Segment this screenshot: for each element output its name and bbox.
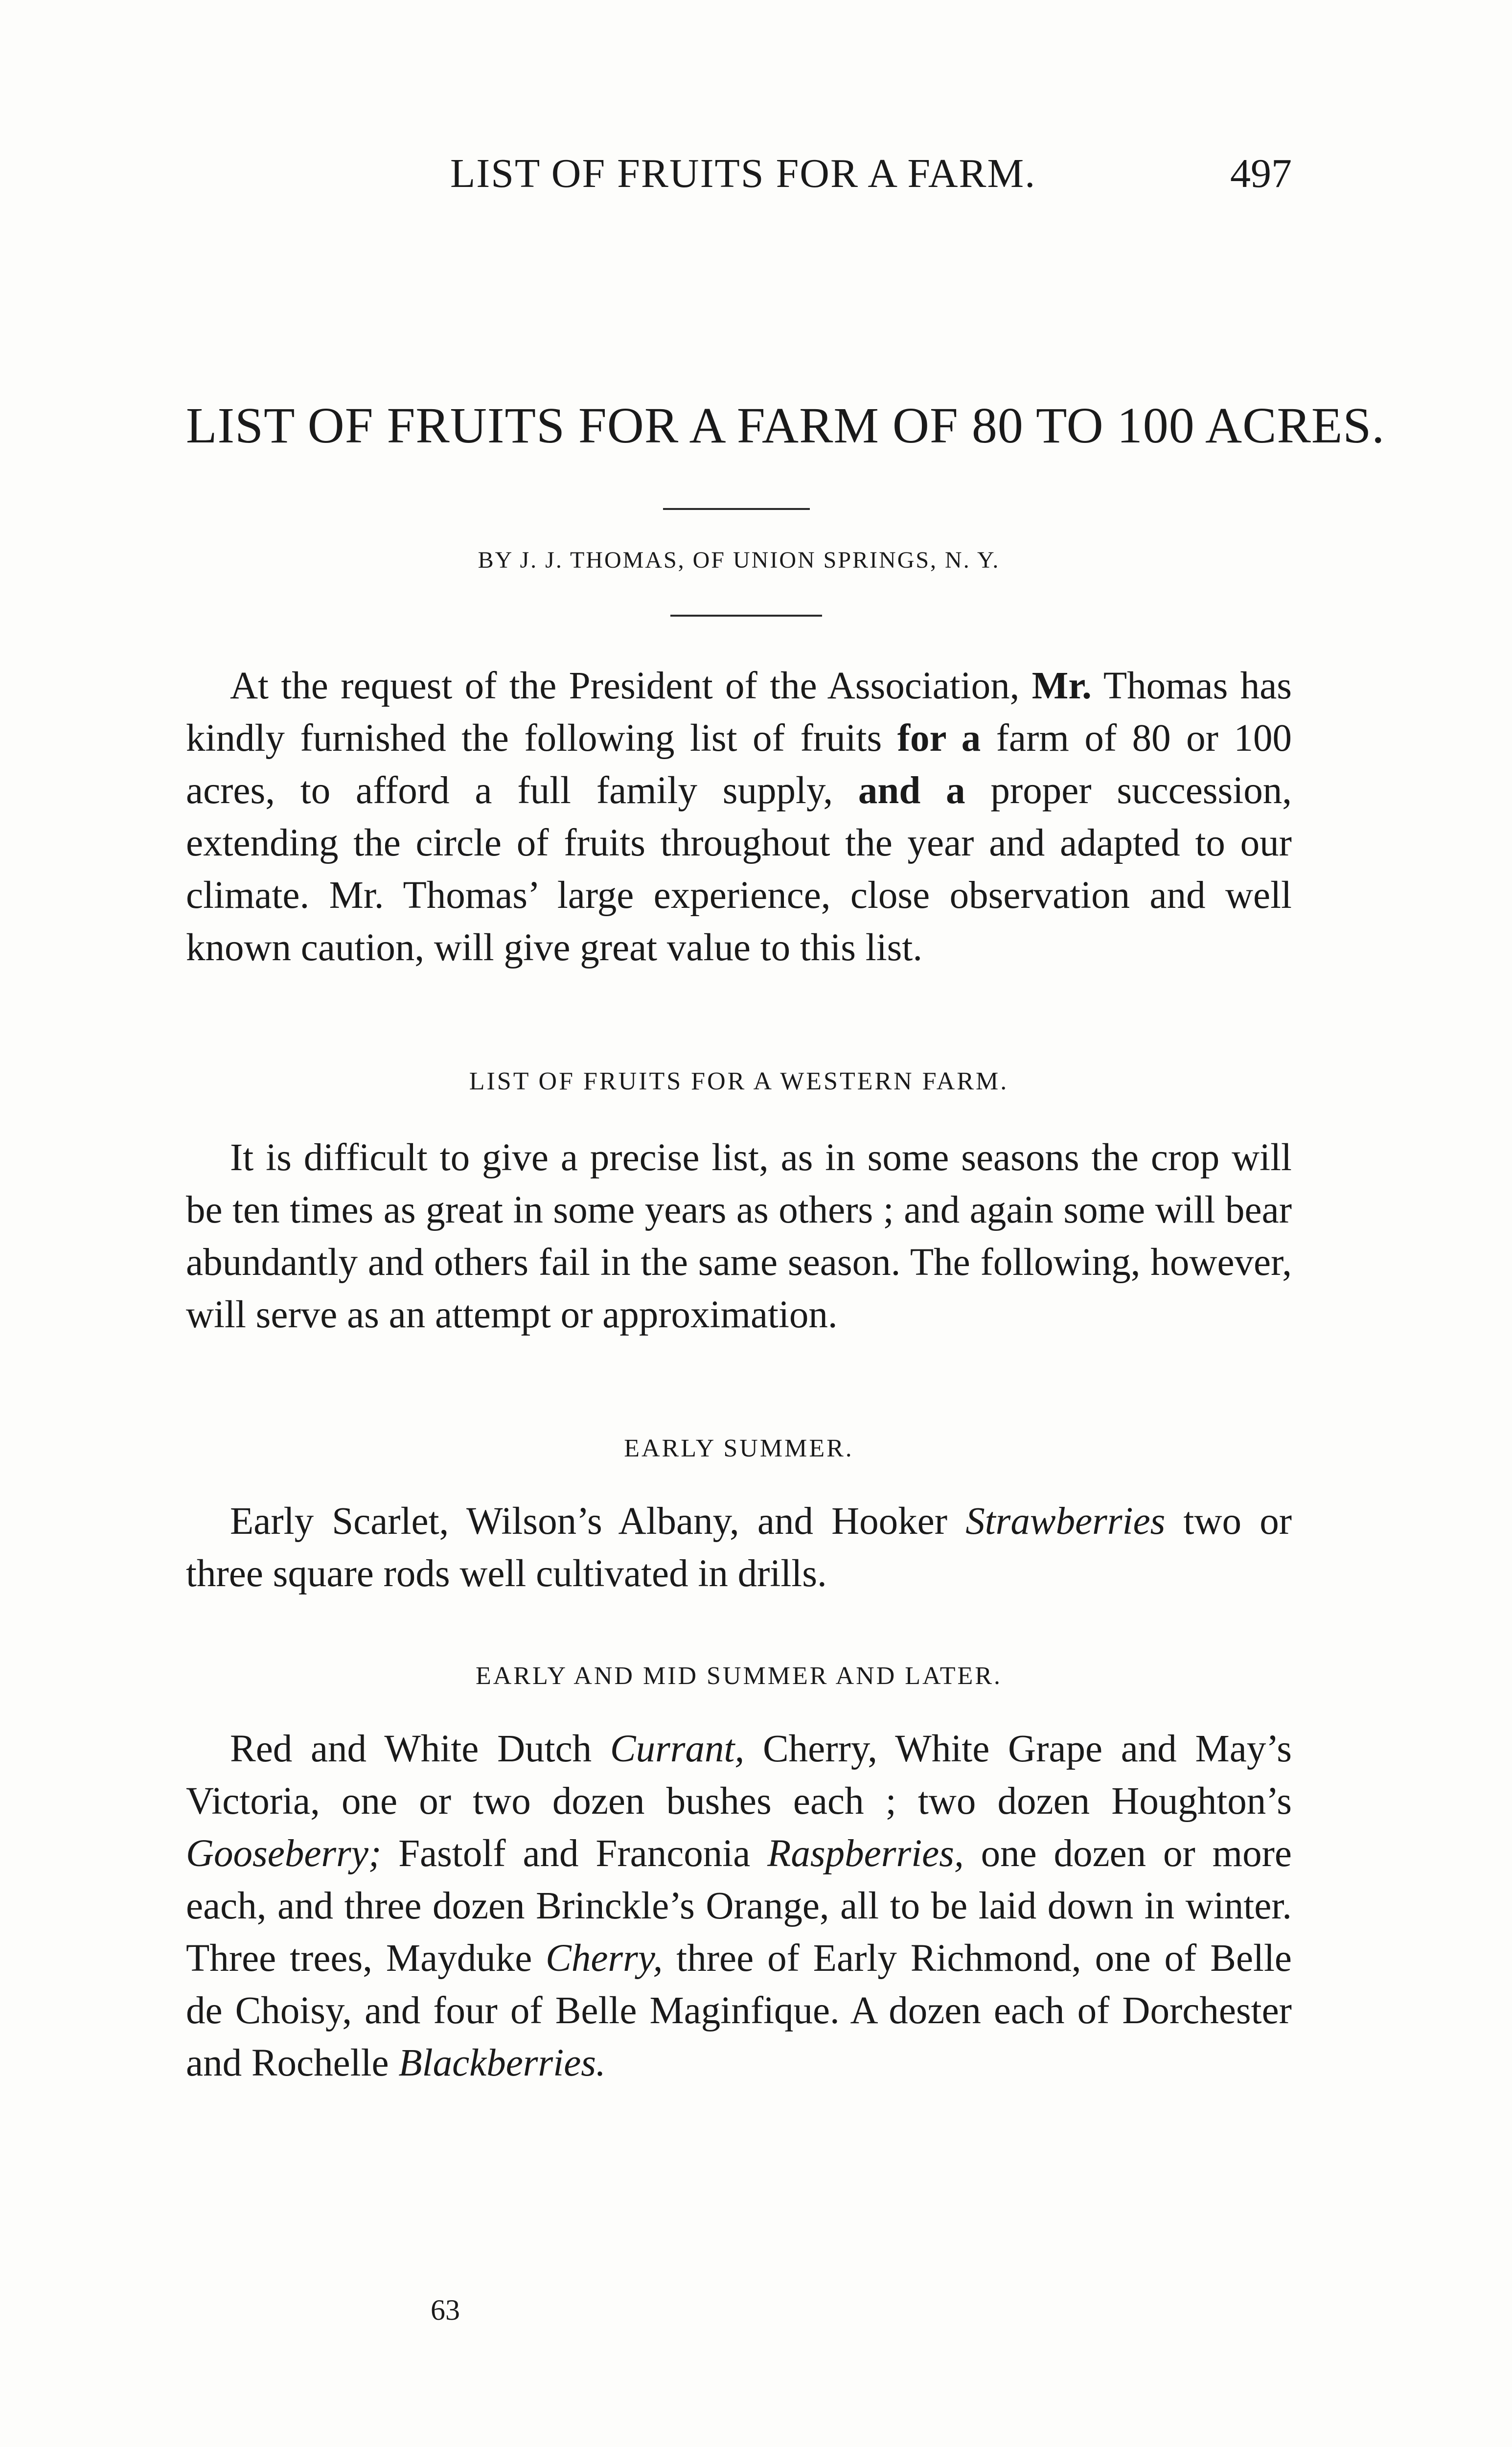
intro-text-4: for a (897, 717, 981, 760)
intro-text-5: farm of 80 or 100 acres, to afford a full family supply, (186, 717, 1292, 812)
mid-summer-text-9: three of Early Richmond, one of Belle de Choisy, and four of Belle Maginfique. A dozen each of Dorchester and Rochelle (186, 1937, 1292, 2084)
intro-text-6: and a (858, 769, 965, 812)
intro-text-3: Thomas has kindly furnished the following list of fruits (186, 665, 1292, 760)
mid-summer-text-2: Currant, (610, 1728, 745, 1770)
byline: BY J. J. THOMAS, OF UNION SPRINGS, N. Y. (478, 547, 1000, 573)
mid-summer-text-4: Gooseberry; (186, 1832, 382, 1875)
mid-summer-text-6: Raspberries, (767, 1832, 964, 1875)
mid-summer-text-1: Red and White Dutch (230, 1728, 610, 1770)
mid-summer-text-7: one dozen or more each, and three dozen Brinckle’s Orange, all to be laid down in winter. Three trees, Mayduke (186, 1832, 1292, 1980)
western-text: It is difficult to give a precise list, as in some seasons the crop will be ten times as great in some years as others ; and again some will bear abundantly and others fail in the same season. The following, however, will serve as an attempt or approximation. (186, 1136, 1292, 1336)
article-title: LIST OF FRUITS FOR A FARM OF 80 TO 100 ACRES. (186, 397, 1385, 454)
early-summer-text-3: two or three square rods well cultivated in drills. (186, 1500, 1292, 1595)
early-summer-heading: EARLY SUMMER. (624, 1434, 854, 1462)
mid-summer-paragraph (186, 1723, 1292, 2089)
running-head (186, 147, 1292, 201)
western-farm-heading: LIST OF FRUITS FOR A WESTERN FARM. (469, 1067, 1009, 1095)
mid-summer-text-3: Cherry, White Grape and May’s Victoria, one or two dozen bushes each ; two dozen Houghton’s (186, 1728, 1292, 1823)
early-summer-text-2: Strawberries (965, 1500, 1166, 1543)
early-summer-paragraph (186, 1495, 1292, 1600)
mid-summer-text-10: Blackberries. (398, 2042, 606, 2084)
byline-divider (670, 615, 822, 617)
mid-summer-text-5: Fastolf and Franconia (381, 1832, 768, 1875)
page-number: 497 (1230, 151, 1292, 196)
running-title: LIST OF FRUITS FOR A FARM. (450, 151, 1036, 196)
mid-summer-text-8: Cherry, (546, 1937, 663, 1980)
intro-text-7: proper succession, extending the circle of fruits throughout the year and adapted to our climate. Mr. Thomas’ large experience, close observation and well known caution, will give great value to this list. (186, 769, 1292, 969)
intro-text-1: At the request of the President of the Association, (230, 665, 1032, 707)
title-divider (663, 508, 810, 510)
signature-mark: 63 (431, 2294, 460, 2326)
intro-paragraph (186, 660, 1292, 974)
early-summer-text-1: Early Scarlet, Wilson’s Albany, and Hooker (230, 1500, 966, 1543)
western-farm-paragraph (186, 1131, 1292, 1341)
intro-text-2: Mr. (1031, 665, 1092, 707)
mid-summer-heading: EARLY AND MID SUMMER AND LATER. (475, 1662, 1003, 1690)
